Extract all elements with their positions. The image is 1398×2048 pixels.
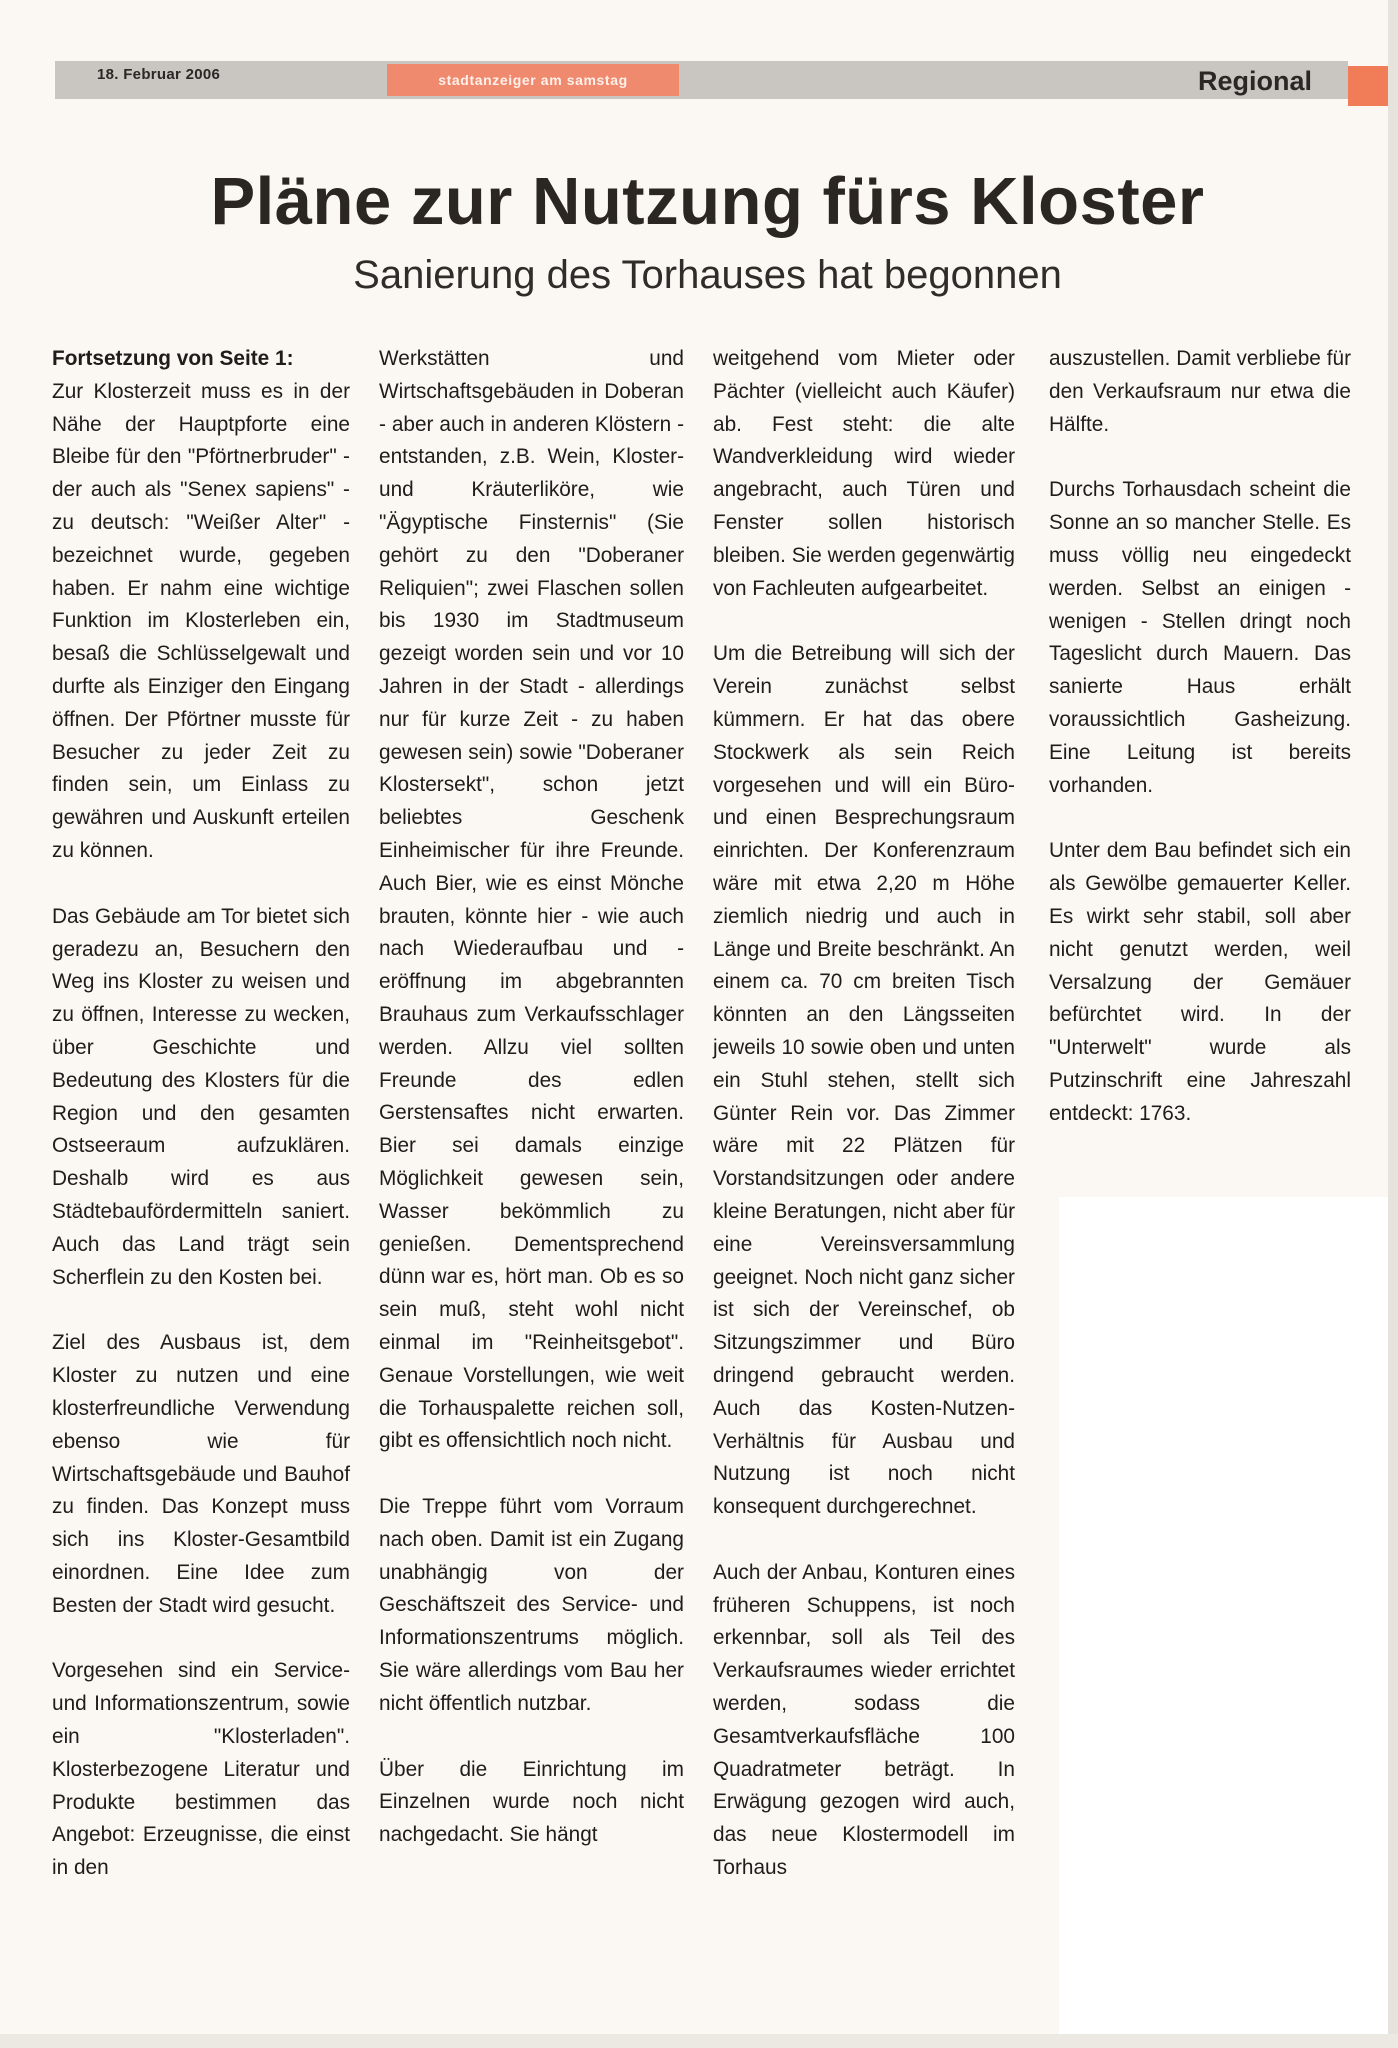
paragraph: Werkstätten und Wirtschaftsgebäuden in Doberan - aber auch in anderen Klöstern - entstanden, z.B. Wein, Kloster- und Kräuterliköre, wie "Ägyptische Finsternis" (Sie gehört zu den "Doberaner Reliquien"; zwei Flaschen sollen bis 1930 im Stadtmuseum gezeigt worden sein und vor 10 Jahren in der Stadt - allerdings nur für kurze Zeit - zu haben gewesen sein) sowie "Doberaner Klostersekt", schon jetzt beliebtes Geschenk Einheimischer für ihre Freunde. Auch Bier, wie es einst Mönche brauten, könnte hier - wie auch nach Wiederaufbau und -eröffnung im abgebrannten Brauhaus zum Verkaufsschlager werden. Allzu viel sollten Freunde des edlen Gerstensaftes nicht erwarten. Bier sei damals einzige Möglichkeit gewesen sein, Wasser bekömmlich zu genießen. Dementsprechend dünn war es, hört man. Ob es so sein muß, steht wohl nicht einmal im "Reinheitsgebot". Genaue Vorstellungen, wie weit die Torhauspalette reichen soll, gibt es offensichtlich noch nicht. (379, 347, 684, 1453)
text-column-1 (52, 343, 350, 1918)
paragraph: Die Treppe führt vom Vorraum nach oben. Damit ist ein Zugang unabhängig von der Geschäftszeit des Service- und Informationszentrums möglich. Sie wäre allerdings vom Bau her nicht öffentlich nutzbar. (379, 1495, 684, 1715)
paragraph: Über die Einrichtung im Einzelnen wurde noch nicht nachgedacht. Sie hängt (379, 1757, 684, 1847)
text-column-4 (1049, 343, 1351, 1164)
paragraph: Auch der Anbau, Konturen eines früheren Schuppens, ist noch erkennbar, soll als Teil des Verkaufsraumes wieder errichtet werden, sodass die Gesamtverkaufsfläche 100 Quadratmeter beträgt. In Erwägung gezogen wird auch, das neue Klostermodell im Torhaus (713, 1560, 1015, 1880)
paragraph: Ziel des Ausbaus ist, dem Kloster zu nutzen und eine klosterfreundliche Verwendung ebenso wie für Wirtschaftsgebäude und Bauhof zu finden. Das Konzept muss sich ins Kloster-Gesamtbild einordnen. Eine Idee zum Besten der Stadt wird gesucht. (52, 1331, 350, 1617)
page-edge (1388, 0, 1398, 2048)
paragraph (52, 343, 350, 868)
newspaper-name: stadtanzeiger am samstag (387, 64, 679, 96)
blank-area (1059, 1197, 1388, 2034)
text-column-2 (379, 343, 684, 1885)
article-subheadline: Sanierung des Torhauses hat begonnen (353, 253, 1062, 297)
article-headline: Pläne zur Nutzung fürs Kloster (210, 164, 1205, 239)
section-label: Regional (1197, 66, 1312, 96)
header-band (55, 61, 1348, 99)
paragraph: auszustellen. Damit verbliebe für den Verkaufsraum nur etwa die Hälfte. (1049, 347, 1351, 436)
paragraph-text: Zur Klosterzeit muss es in der Nähe der Hauptpforte eine Bleibe für den "Pförtnerbruder" - der auch als "Senex sapiens" - zu deutsch: "Weißer Alter" - bezeichnet wurde, gegeben haben. Er nahm eine wichtige Funktion im Klosterleben ein, besaß die Schlüsselgewalt und durfte als Einziger den Eingang öffnen. Der Pförtner musste für Besucher zu jeder Zeit zu finden sein, um Einlass zu gewähren und Auskunft erteilen zu können. (52, 379, 350, 862)
paragraph: Das Gebäude am Tor bietet sich geradezu an, Besuchern den Weg ins Kloster zu weisen und zu öffnen, Interesse zu wecken, über Geschichte und Bedeutung des Klosters für die Region und den gesamten Ostseeraum aufzuklären. Deshalb wird es aus Städtebaufördermitteln saniert. Auch das Land trägt sein Scherflein zu den Kosten bei. (52, 904, 350, 1289)
issue-date: 18. Februar 2006 (97, 66, 221, 83)
page-edge-bottom (0, 2034, 1398, 2048)
paragraph: Vorgesehen sind ein Service- und Informationszentrum, sowie ein "Klosterladen". Klosterbezogene Literatur und Produkte bestimmen das Angebot: Erzeugnisse, die einst in den (52, 1659, 350, 1880)
paragraph: Um die Betreibung will sich der Verein zunächst selbst kümmern. Er hat das obere Stockwerk als sein Reich vorgesehen und will ein Büro- und einen Besprechungsraum einrichten. Der Konferenzraum wäre mit etwa 2,20 m Höhe ziemlich niedrig und auch in Länge und Breite beschränkt. An einem ca. 70 cm breiten Tisch könnten an den Längsseiten jeweils 10 sowie oben und unten ein Stuhl stehen, stellt sich Günter Rein vor. Das Zimmer wäre mit 22 Plätzen für Vorstandsitzungen oder andere kleine Beratungen, nicht aber für eine Vereinsversammlung geeignet. Noch nicht ganz sicher ist sich der Vereinschef, ob Sitzungszimmer und Büro dringend gebraucht werden. Auch das Kosten-Nutzen-Verhältnis für Ausbau und Nutzung ist noch nicht konsequent durchgerechnet. (713, 642, 1015, 1519)
continuation-note: Fortsetzung von Seite 1: (52, 347, 294, 370)
paragraph: weitgehend vom Mieter oder Pächter (vielleicht auch Käufer) ab. Fest steht: die alte Wandverkleidung wird wieder angebracht, auch Türen und Fenster sollen historisch bleiben. Sie werden gegenwärtig von Fachleuten aufgearbeitet. (713, 347, 1015, 600)
paragraph: Unter dem Bau befindet sich ein als Gewölbe gemauerter Keller. Es wirkt sehr stabil, soll aber nicht genutzt werden, weil Versalzung der Gemäuer befürchtet wird. In der "Unterwelt" wurde als Putzinschrift eine Jahreszahl entdeckt: 1763. (1049, 839, 1351, 1125)
paragraph: Durchs Torhausdach scheint die Sonne an so mancher Stelle. Es muss völlig neu eingedeckt werden. Selbst an einigen - wenigen - Stellen dringt noch Tageslicht durch Mauern. Das sanierte Haus erhält voraussichtlich Gasheizung. Eine Leitung ist bereits vorhanden. (1049, 478, 1351, 797)
section-accent-block (1348, 66, 1388, 106)
text-column-3 (713, 343, 1015, 1918)
